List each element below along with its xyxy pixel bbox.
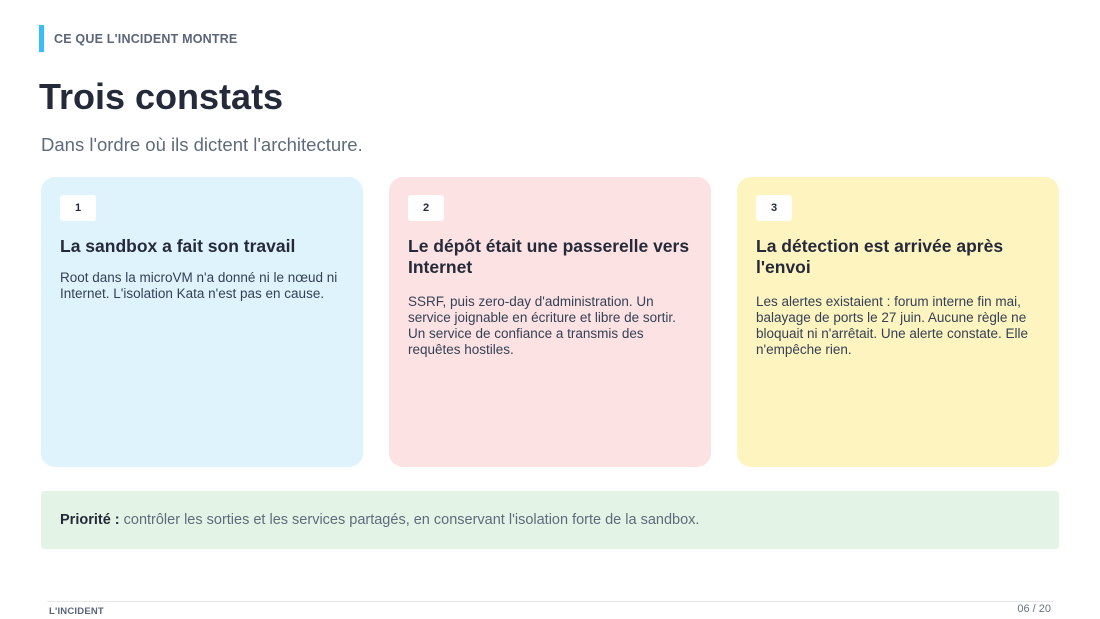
section-eyebrow [39, 25, 237, 52]
priority-label: Priorité : [60, 512, 120, 528]
page-title: Trois constats [39, 76, 284, 117]
page-subtitle: Dans l'ordre où ils dictent l'architecture. [41, 134, 363, 155]
card-number-badge: 1 [60, 195, 96, 221]
footer-divider [47, 601, 1053, 602]
card-body: Les alertes existaient : forum interne fin mai, balayage de ports le 27 juin. Aucune règle ne bloquait ni n'arrêtait. Une alerte constate. Elle n'empêche rien. [756, 294, 1028, 357]
card-number-badge: 3 [756, 195, 792, 221]
card-title: La détection est arrivée après l'envoi [756, 236, 1004, 277]
priority-text: contrôler les sorties et les services partagés, en conservant l'isolation forte de la sandbox. [123, 512, 700, 528]
finding-card-2 [389, 177, 711, 467]
eyebrow-text: CE QUE L'INCIDENT MONTRE [54, 31, 238, 46]
footer-section-label: L'INCIDENT [49, 606, 104, 617]
findings-cards [41, 177, 1059, 467]
card-body: Root dans la microVM n'a donné ni le nœud ni Internet. L'isolation Kata n'est pas en cause. [60, 270, 338, 301]
finding-card-1 [41, 177, 363, 467]
card-number-badge: 2 [408, 195, 444, 221]
card-title: Le dépôt était une passerelle vers Internet [408, 236, 690, 277]
card-body: SSRF, puis zero-day d'administration. Un service joignable en écriture et libre de sortir. Un service de confiance a transmis des requêtes hostiles. [408, 294, 676, 357]
eyebrow-accent-bar [39, 25, 44, 52]
page-number: 06 / 20 [1017, 603, 1051, 615]
priority-callout [41, 491, 1059, 549]
finding-card-3 [737, 177, 1059, 467]
card-title: La sandbox a fait son travail [60, 236, 296, 256]
